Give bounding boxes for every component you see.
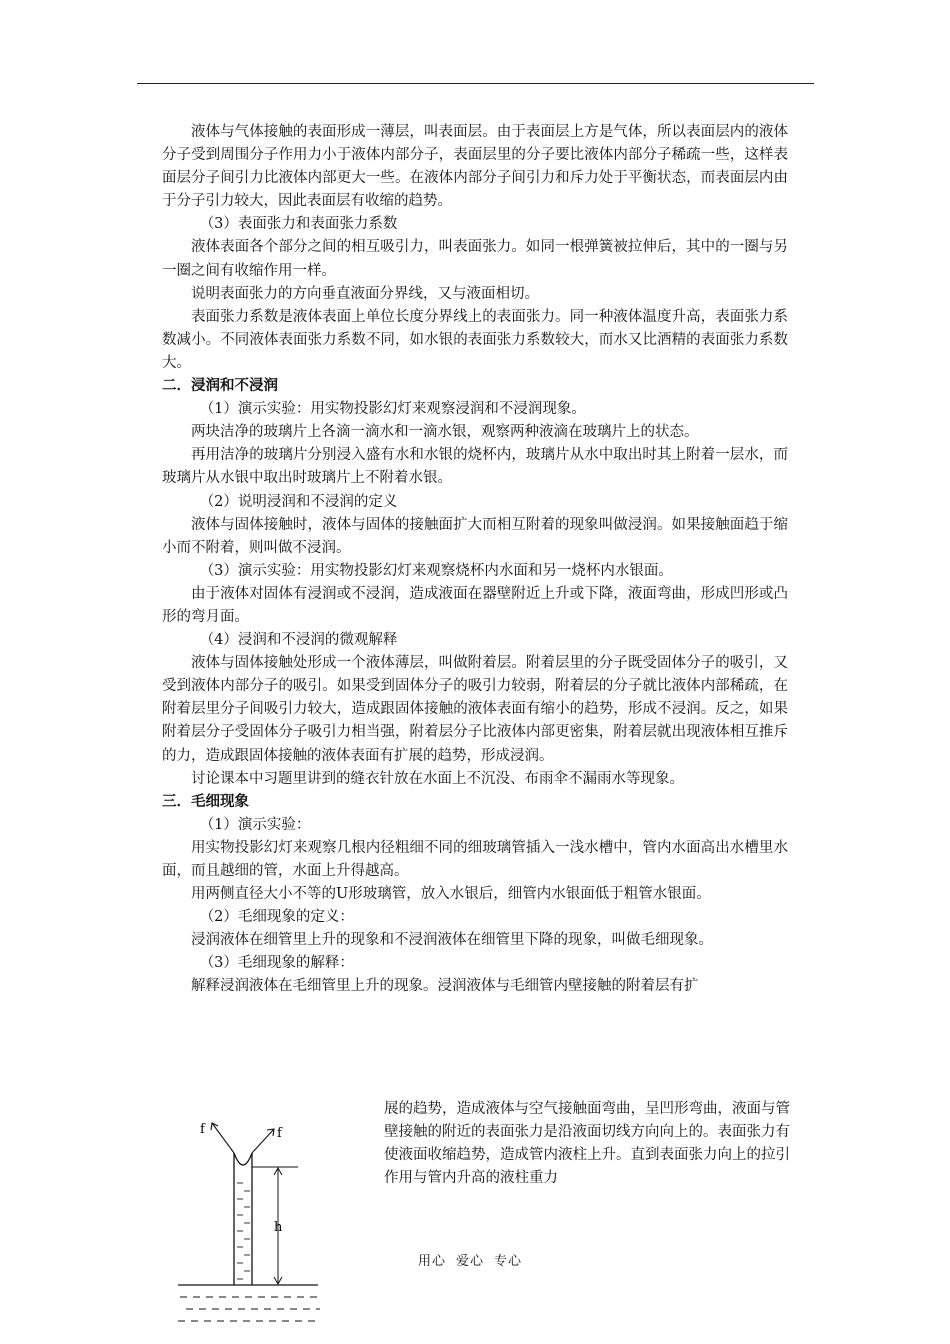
footer-word-1: 用心 (418, 1254, 447, 1269)
arrow-left (211, 1123, 234, 1153)
height-label: h (274, 1220, 283, 1235)
document-body (162, 121, 788, 999)
subsection-label: （3）毛细现象的解释： (199, 955, 354, 972)
body-paragraph: 液体与固体接触时，液体与固体的接触面扩大而相互附着的现象叫做浸润。如果接触面趋于缩小而不附着，则叫做不浸润。 (162, 516, 788, 556)
wrapped-paragraph-continuation: 展的趋势，造成液体与空气接触面弯曲，呈凹形弯曲，液面与管壁接触的附近的表面张力是沿液面切线方向向上的。表面张力有使液面收缩趋势，造成管内液柱上升。直到表面张力向上的拉引作用与管内升高的液柱重力 (384, 1101, 790, 1187)
meniscus-curve (234, 1153, 252, 1165)
subsection-label: （4）浸润和不浸润的微观解释 (199, 632, 398, 649)
section-heading: 二．浸润和不浸润 (162, 378, 278, 395)
force-label-right: f (277, 1126, 282, 1141)
subsection-label: （1）演示实验：用实物投影幻灯来观察浸润和不浸润现象。 (199, 401, 586, 418)
body-paragraph: 两块洁净的玻璃片上各滴一滴水和一滴水银，观察两种液滴在玻璃片上的状态。 (191, 424, 699, 441)
arrow-right (252, 1129, 274, 1153)
subsection-label: （3）表面张力和表面张力系数 (199, 216, 398, 233)
subsection-label: （1）演示实验： (199, 816, 311, 833)
header-rule (137, 83, 814, 84)
body-paragraph: 讨论课本中习题里讲到的缝衣针放在水面上不沉没、布雨伞不漏雨水等现象。 (191, 770, 684, 787)
tube-walls (234, 1153, 252, 1285)
body-paragraph: 表面张力系数是液体表面上单位长度分界线上的表面张力。同一种液体温度升高，表面张力系数减小。不同液体表面张力系数不同，如水银的表面张力系数较大，而水又比酒精的表面张力系数大。 (162, 308, 788, 371)
capillary-tube-figure (170, 1115, 330, 1330)
section-heading: 三．毛细现象 (162, 793, 249, 810)
body-paragraph: 由于液体对固体有浸润或不浸润，造成液面在器壁附近上升或下降，液面弯曲，形成凹形或凸形的弯月面。 (162, 585, 788, 625)
subsection-label: （3）演示实验：用实物投影幻灯来观察烧杯内水面和另一烧杯内水银面。 (199, 562, 673, 579)
subsection-label: （2）毛细现象的定义： (199, 909, 354, 926)
subsection-label: （2）说明浸润和不浸润的定义 (199, 493, 398, 510)
body-paragraph: 再用洁净的玻璃片分别浸入盛有水和水银的烧杯内，玻璃片从水中取出时其上附着一层水，而玻璃片从水银中取出时玻璃片上不附着水银。 (162, 447, 788, 487)
body-paragraph: 用两侧直径大小不等的U形玻璃管，放入水银后，细管内水银面低于粗管水银面。 (191, 886, 711, 903)
body-paragraph: 浸润液体在细管里上升的现象和不浸润液体在细管里下降的现象，叫做毛细现象。 (191, 932, 713, 949)
body-paragraph: 用实物投影幻灯来观察几根内径粗细不同的细玻璃管插入一浅水槽中，管内水面高出水槽里水面，而且越细的管，水面上升得越高。 (162, 839, 788, 879)
body-paragraph: 说明表面张力的方向垂直液面分界线，又与液面相切。 (191, 285, 539, 302)
body-paragraph: 液体与气体接触的表面形成一薄层，叫表面层。由于表面层上方是气体，所以表面层内的液体分子受到周围分子作用力小于液体内部分子，表面层里的分子要比液体内部分子稀疏一些，这样表面层分子间引力比液体内部更大一些。在液体内部分子间引力和斥力处于平衡状态，而表面层内由于分子引力较大，因此表面层有收缩的趋势。 (162, 124, 788, 210)
page-footer (418, 1250, 532, 1269)
footer-word-2: 爱心 (456, 1254, 485, 1269)
water-trough (178, 1297, 320, 1321)
body-paragraph: 液体表面各个部分之间的相互吸引力，叫表面张力。如同一根弹簧被拉伸后，其中的一圈与另一圈之间有收缩作用一样。 (162, 239, 788, 279)
force-label-left: f (200, 1122, 205, 1137)
body-paragraph: 液体与固体接触处形成一个液体薄层，叫做附着层。附着层里的分子既受固体分子的吸引，又受到液体内部分子的吸引。如果受到固体分子的吸引力较弱，附着层的分子就比液体内部稀疏，在附着层里分子间吸引力较大，造成跟固体接触的液体表面有缩小的趋势，形成不浸润。反之，如果附着层分子受固体分子吸引力相当强，附着层分子比液体内部更密集，附着层就出现液体相互推斥的力，造成跟固体接触的液体表面有扩展的趋势，形成浸润。 (162, 655, 788, 764)
body-paragraph: 解释浸润液体在毛细管里上升的现象。浸润液体与毛细管内壁接触的附着层有扩 (191, 978, 699, 995)
liquid-in-tube (237, 1183, 250, 1279)
footer-word-3: 专心 (494, 1254, 523, 1269)
